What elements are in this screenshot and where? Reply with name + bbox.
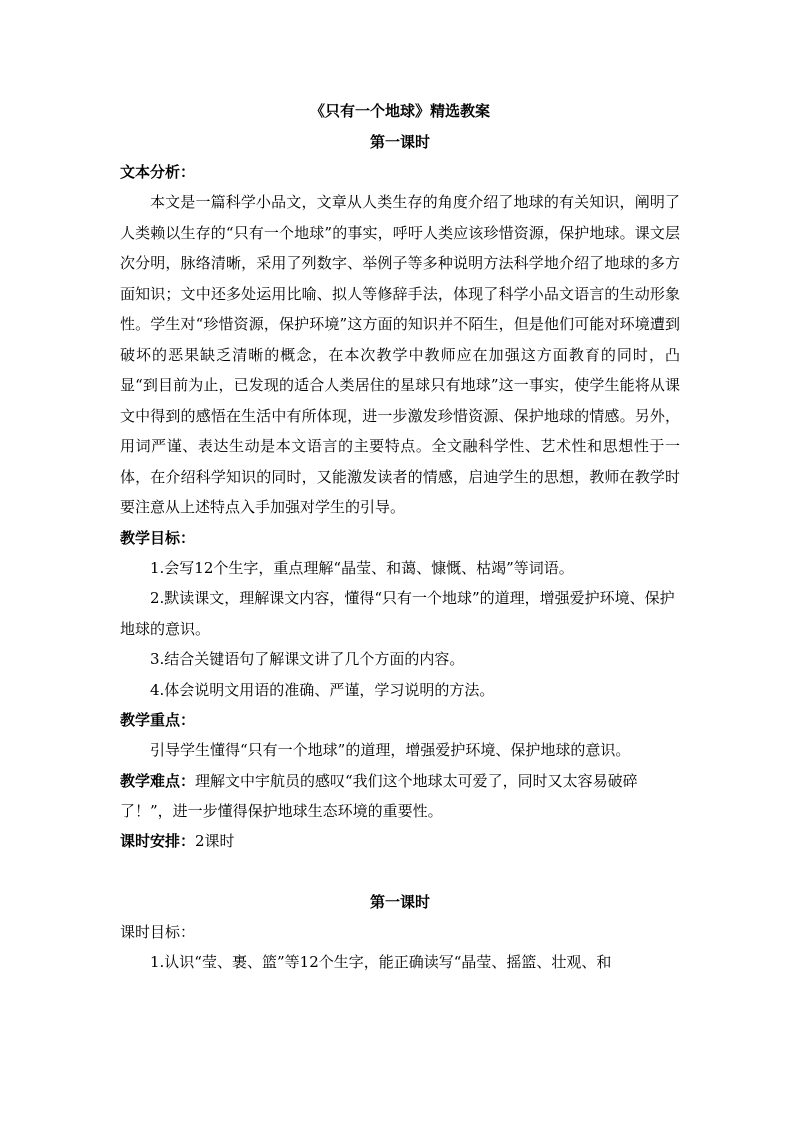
analysis-paragraph: 本文是一篇科学小品文，文章从人类生存的角度介绍了地球的有关知识，阐明了人类赖以生存的“只有一个地球”的事实，呼吁人类应该珍惜资源，保护地球。课文层次分明，脉络清晰，采用了列数字、举例子等多种说明方法科学地介绍了地球的多方面知识；文中还多处运用比喻、拟人等修辞手法，体现了科学小品文语言的生动形象性。学生对“珍惜资源，保护环境”这方面的知识并不陌生，但是他们可能对环境遭到破坏的恶果缺乏清晰的概念，在本次教学中教师应在加强这方面教育的同时，凸显“到目前为止，已发现的适合人类居住的星球只有地球”这一事实，使学生能将从课文中得到的感悟在生活中有所体现，进一步激发珍惜资源、保护地球的情感。另外，用词严谨、表达生动是本文语言的主要特点。全文融科学性、艺术性和思想性于一体，在介绍科学知识的同时，又能激发读者的情感，启迪学生的思想，教师在教学时要注意从上述特点入手加强对学生的引导。 (120, 193, 680, 516)
difficulty-heading: 教学难点： (120, 771, 196, 790)
goal-item-1: 1.会写12个生字，重点理解“晶莹、和蔼、慷慨、枯竭”等词语。 (150, 558, 574, 577)
section-spacer (120, 856, 680, 886)
schedule-paragraph (120, 826, 680, 856)
goals-heading: 教学目标： (120, 528, 196, 547)
analysis-heading: 文本分析： (120, 163, 196, 181)
lesson1-goal-item-1: 1.认识“莹、裹、篮”等12个生字，能正确读写“晶莹、摇篮、壮观、和 (150, 952, 612, 971)
goal-item-4: 4.体会说明文用语的准确、严谨，学习说明的方法。 (150, 680, 495, 699)
schedule-text: 2课时 (195, 831, 235, 850)
schedule-heading: 课时安排： (120, 831, 196, 850)
difficulty-text: 理解文中宇航员的感叹“我们这个地球太可爱了，同时又太容易破碎了！”，进一步懂得保护地球生态环境的重要性。 (120, 771, 638, 820)
key-points-text: 引导学生懂得“只有一个地球”的道理，增强爱护环境、保护地球的意识。 (150, 741, 631, 759)
lesson-title: 第一课时 (369, 133, 430, 151)
lesson1-goals-heading: 课时目标： (120, 922, 196, 941)
lesson1-title: 第一课时 (369, 892, 430, 911)
document-title: 《只有一个地球》精选教案 (309, 102, 490, 120)
goal-item-2: 2.默读课文，理解课文内容，懂得“只有一个地球”的道理，增强爱护环境、保护地球的意识。 (120, 589, 675, 638)
difficulty-paragraph (120, 766, 680, 826)
key-points-heading: 教学重点： (120, 711, 196, 729)
document-content (120, 96, 680, 977)
goal-item-3: 3.结合关键语句了解课文讲了几个方面的内容。 (150, 650, 465, 668)
